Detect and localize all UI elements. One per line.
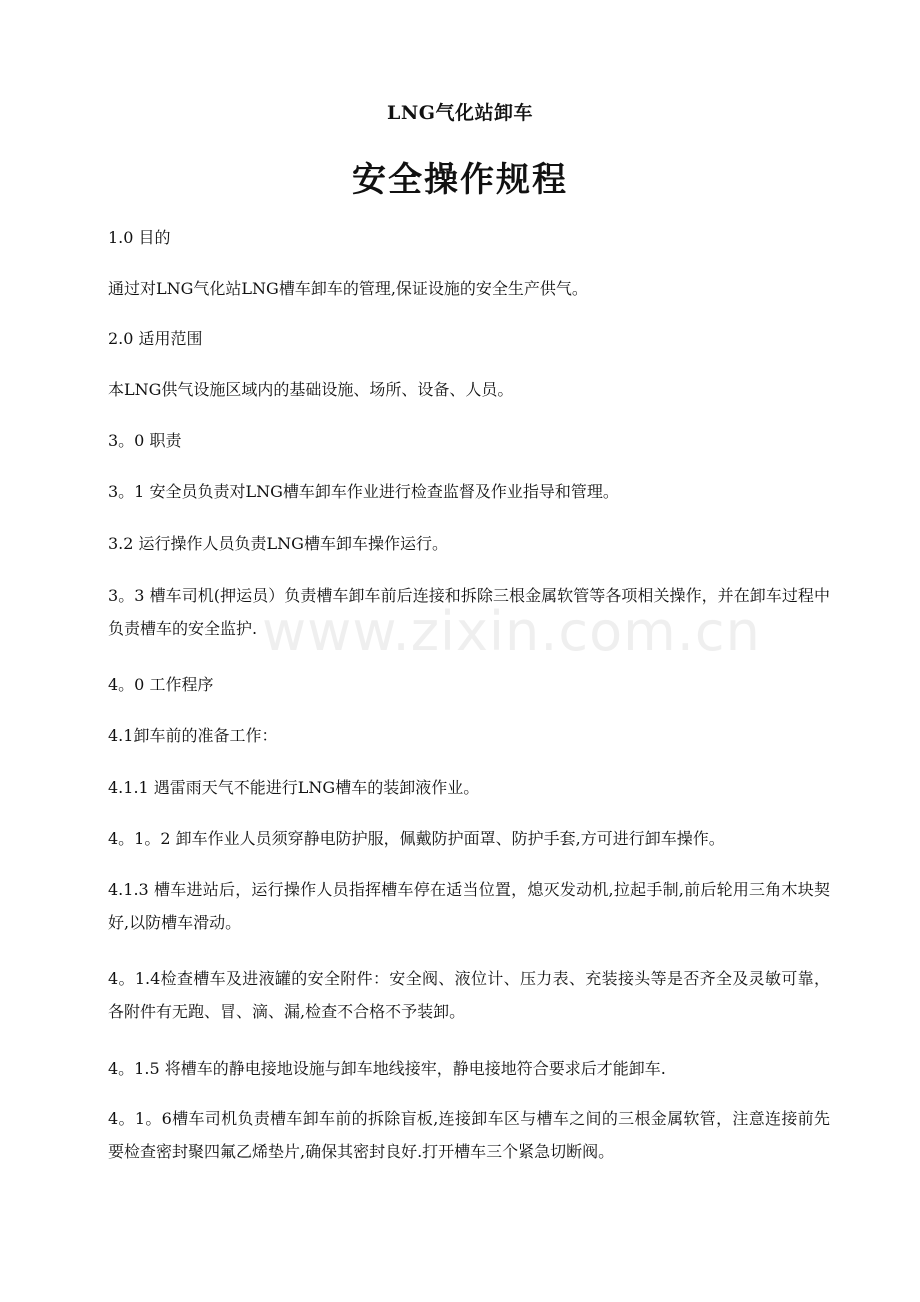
paragraph: 3。1 安全员负责对LNG槽车卸车作业进行检查监督及作业指导和管理。	[108, 482, 619, 501]
watermark: www.zixin.com.cn	[262, 600, 761, 663]
paragraph: 3。3 槽车司机(押运员）负责槽车卸车前后连接和拆除三根金属软管等各项相关操作，并在卸车过程中负责槽车的安全监护.	[108, 586, 830, 638]
section-heading: 4。0 工作程序	[108, 675, 214, 694]
paragraph: 4。1.5 将槽车的静电接地设施与卸车地线接牢，静电接地符合要求后才能卸车.	[108, 1059, 666, 1078]
paragraph: 本LNG供气设施区域内的基础设施、场所、设备、人员。	[108, 380, 514, 399]
paragraph: 通过对LNG气化站LNG槽车卸车的管理,保证设施的安全生产供气。	[108, 279, 588, 298]
subsection-heading: 4.1卸车前的准备工作：	[108, 726, 278, 745]
paragraph: 4.1.3 槽车进站后，运行操作人员指挥槽车停在适当位置，熄灭发动机,拉起手制,前后轮用三角木块契好,以防槽车滑动。	[108, 880, 830, 932]
section-heading: 3。0 职责	[108, 431, 182, 450]
paragraph: 3.2 运行操作人员负责LNG槽车卸车操作运行。	[108, 534, 448, 553]
paragraph: 4。1.4检查槽车及进液罐的安全附件：安全阀、液位计、压力表、充装接头等是否齐全及灵敏可靠，各附件有无跑、冒、滴、漏,检查不合格不予装卸。	[108, 969, 830, 1021]
section-heading: 2.0 适用范围	[108, 329, 203, 348]
document-title: 安全操作规程	[352, 160, 568, 200]
paragraph: 4.1.1 遇雷雨天气不能进行LNG槽车的装卸液作业。	[108, 778, 480, 797]
section-heading: 1.0 目的	[108, 228, 171, 247]
document-subtitle: LNG气化站卸车	[387, 102, 533, 124]
paragraph: 4。1。6槽车司机负责槽车卸车前的拆除盲板,连接卸车区与槽车之间的三根金属软管，注意连接前先要检查密封聚四氟乙烯垫片,确保其密封良好.打开槽车三个紧急切断阀。	[108, 1109, 830, 1161]
paragraph: 4。1。2 卸车作业人员须穿静电防护服，佩戴防护面罩、防护手套,方可进行卸车操作。	[108, 829, 725, 848]
